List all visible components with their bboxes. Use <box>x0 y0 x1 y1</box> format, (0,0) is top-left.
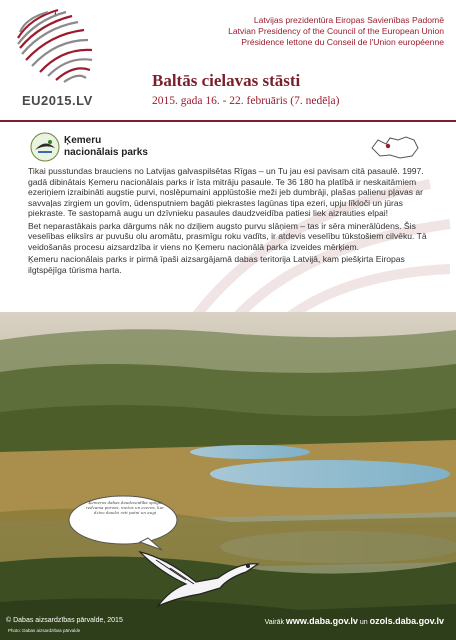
paragraph-2: Bet neparastākais parka dārgums nāk no dziļiem augsto purvu slāņiem – tas ir sēra minerālūdens. Šis veselības eliksīrs ar puvušu olu aromātu, prasmīgu roku vadīts, ir atdevis veselību tūkstošiem cilvēku. Tā veidošanās procesu aizsardzība ir viens no Ķemeru nacionālā parka izveides mērķiem. <box>28 220 427 252</box>
link-daba[interactable]: www.daba.gov.lv <box>285 616 358 626</box>
article-content <box>0 122 456 332</box>
park-title-line2: nacionālais parks <box>64 147 148 158</box>
date-range: 2015. gada 16. - 22. februāris (7. nedēļa) <box>152 95 340 107</box>
article-body <box>28 166 434 277</box>
park-title <box>64 135 148 159</box>
paragraph-3: Ķemeru nacionālais parks ir pirmā īpaši aizsargājamā dabas teritorija Latvijā, kam piešķirta Eiropas ilgtspējīga tūrisma harta. <box>28 254 405 275</box>
photo-credit: Photo: Dabas aizsardzības pārvalde <box>8 628 81 633</box>
presidency-fr: Présidence lettone du Conseil de l'Union européenne <box>241 37 444 47</box>
wagtail-illustration <box>136 548 264 610</box>
link-ozols[interactable]: ozols.daba.gov.lv <box>369 616 444 626</box>
presidency-en: Latvian Presidency of the Council of the European Union <box>228 26 444 36</box>
presidency-text <box>228 15 444 48</box>
visit-prefix: Vairāk <box>264 619 284 626</box>
page-header <box>0 0 456 118</box>
copyright: © Dabas aizsardzības pārvalde, 2015 <box>6 617 123 624</box>
eu2015-logo <box>14 8 98 92</box>
logo-text: EU2015.LV <box>22 93 93 108</box>
presidency-lv: Latvijas prezidentūra Eiropas Savienības Padomē <box>253 15 444 25</box>
kemeri-park-logo <box>30 132 60 162</box>
paragraph-1: Tikai pusstundas brauciens no Latvijas galvaspilsētas Rīgas – un Tu jau esi pavisam citā pasaulē. 1997. gadā dibinātais Ķemeru nacionālais parks ir īsta mitrāju pasaule. Te 36 180 ha platībā ir neskaitāmiem ezeriņiem izraibināti augstie purvi, noslēpumaini applūstošie meži jeb dumbrāji, plašas palienu pļavas ar savvaļas zirgiem un govīm, ūdensputniem bagāti piekrastes lagūnas tipa ezeri, upju līkloči un jūras piekraste. Te sastopamā augu un dzīvnieku pasaules daudzveidība patiesi liek aizrauties elpai! <box>28 166 424 218</box>
bubble-text: Ķemeros dabas daudzveidība spilgti redzama purvos, mežos un ezeros, kur dzīvo daudzi reti putni un augi <box>85 500 165 515</box>
page-title: Baltās cielavas stāsti <box>152 71 301 90</box>
link-separator: un <box>359 619 368 626</box>
latvia-map <box>370 134 420 160</box>
footer-links <box>265 616 444 626</box>
park-title-line1: Ķemeru <box>64 135 102 146</box>
